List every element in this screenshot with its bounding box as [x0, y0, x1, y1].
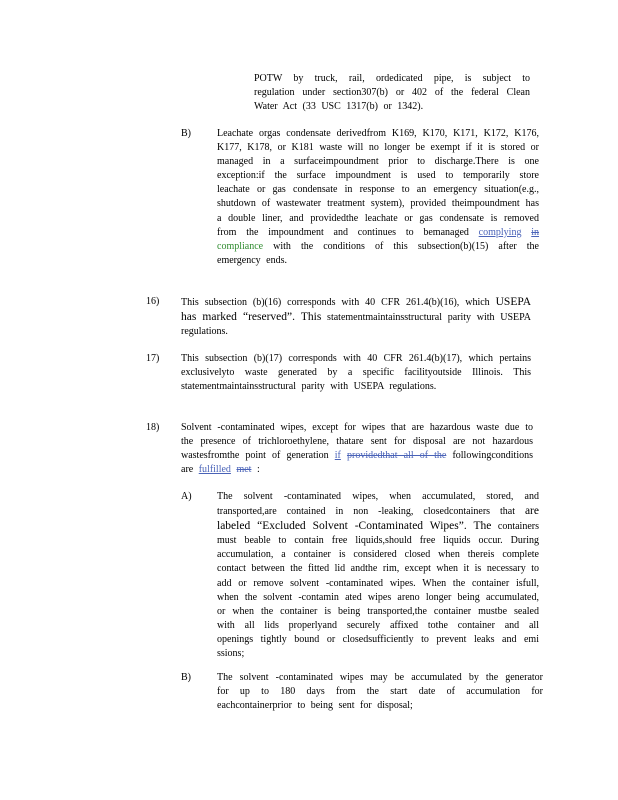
deleted-text-met: met	[236, 464, 252, 476]
deleted-text-provided: providedthat all of the	[346, 450, 447, 462]
item-16-marker: 16)	[146, 296, 160, 307]
intro-text: POTW by truck, rail, ordedicated pipe, is subject to regulation under section307(b) or 402 of the federal Clean Water Act (33 USC 1317(b) or 1342).	[254, 73, 530, 113]
item-18a-text-2: containers must beable to contain free liquids,should free liquids occur. During accumulation, a container is considered closed when thereis complete contact between the fitted lid andthe rim, except when it is necessary to add or remove solvent -contaminated wipes. When the container isfull, when the solvent -contamin ated wipes areno longer being accumulated, or when the container is being transported,the container mustbe sealed with all lids properlyand securely affixed tothe container and all openings tightly bound or closedsufficiently to prevent leaks and emi ssions;	[217, 521, 539, 660]
item-b1-text-2: with the conditions of this subsection(b)(15) after the emergency ends.	[217, 240, 539, 266]
item-18-text-1: Solvent -contaminated wipes, except for wipes that are hazardous waste due to the presence of trichloroethylene, thatare sent for disposal are not hazardous wastesfromthe point of generation	[181, 422, 533, 462]
item-18b-text: The solvent -contaminated wipes may be accumulated by the generator for up to 180 days from the start date of accumulation for eachcontainerprior to being sent for disposal;	[217, 672, 543, 712]
item-b1-paragraph	[217, 127, 539, 268]
item-17-text: This subsection (b)(17) corresponds with 40 CFR 261.4(b)(17), which pertains exclusivelyto waste generated by a specific facilityoutside Illinois. This statementmaintainsstructural parity with USEPA regulations.	[181, 353, 531, 393]
item-18a-text-1: The solvent -contaminated wipes, when accumulated, stored, and transported,are contained in non -leaking, closedcontainers that	[217, 491, 539, 518]
item-b1-text-1: Leachate orgas condensate derivedfrom K169, K170, K171, K172, K176, K177, K178, or K181 waste will no longer be exempt if it is stored or managed in a surfaceimpoundment prior to discharge.There is one exception:if the surface impoundment is used to temporarily store leachate or gas condensate in response to an emergency situation(e.g., shutdown of wastewater treatment system), provided theimpoundment has a double liner, and providedthe leachate or gas condensate is removed from the impoundment and continues to bemanaged	[217, 128, 539, 238]
inserted-text-fulfilled: fulfilled	[198, 464, 231, 476]
item-16-paragraph	[181, 295, 531, 339]
item-18-marker: 18)	[146, 422, 160, 433]
item-16-text-2: statementmaintainsstructural parity with USEPA regulations.	[181, 312, 532, 338]
item-18a-paragraph	[217, 490, 539, 661]
item-18a-marker: A)	[181, 491, 192, 502]
item-18b-paragraph	[217, 671, 543, 713]
inserted-text-if: if	[334, 450, 341, 462]
item-18a-bold: are labeled “Excluded Solvent -Contaminated Wipes”. The	[217, 505, 539, 533]
item-16-bold: USEPA has marked “reserved”. This	[181, 296, 531, 324]
item-18b-marker: B)	[181, 672, 191, 683]
item-18-paragraph	[181, 421, 533, 477]
item-17-marker: 17)	[146, 353, 160, 364]
item-b1-marker: B)	[181, 128, 191, 139]
inserted-text-complying: complying	[478, 226, 522, 238]
item-16-text-1: This subsection (b)(16) corresponds with 40 CFR 261.4(b)(16), which	[181, 297, 496, 308]
item-18-text-2: followingconditions are	[181, 450, 534, 476]
intro-paragraph	[254, 72, 530, 114]
deleted-text-in: in	[531, 226, 540, 238]
item-17-paragraph	[181, 352, 531, 394]
item-18-text-3: :	[251, 464, 260, 476]
inserted-text-compliance: compliance	[217, 240, 264, 252]
